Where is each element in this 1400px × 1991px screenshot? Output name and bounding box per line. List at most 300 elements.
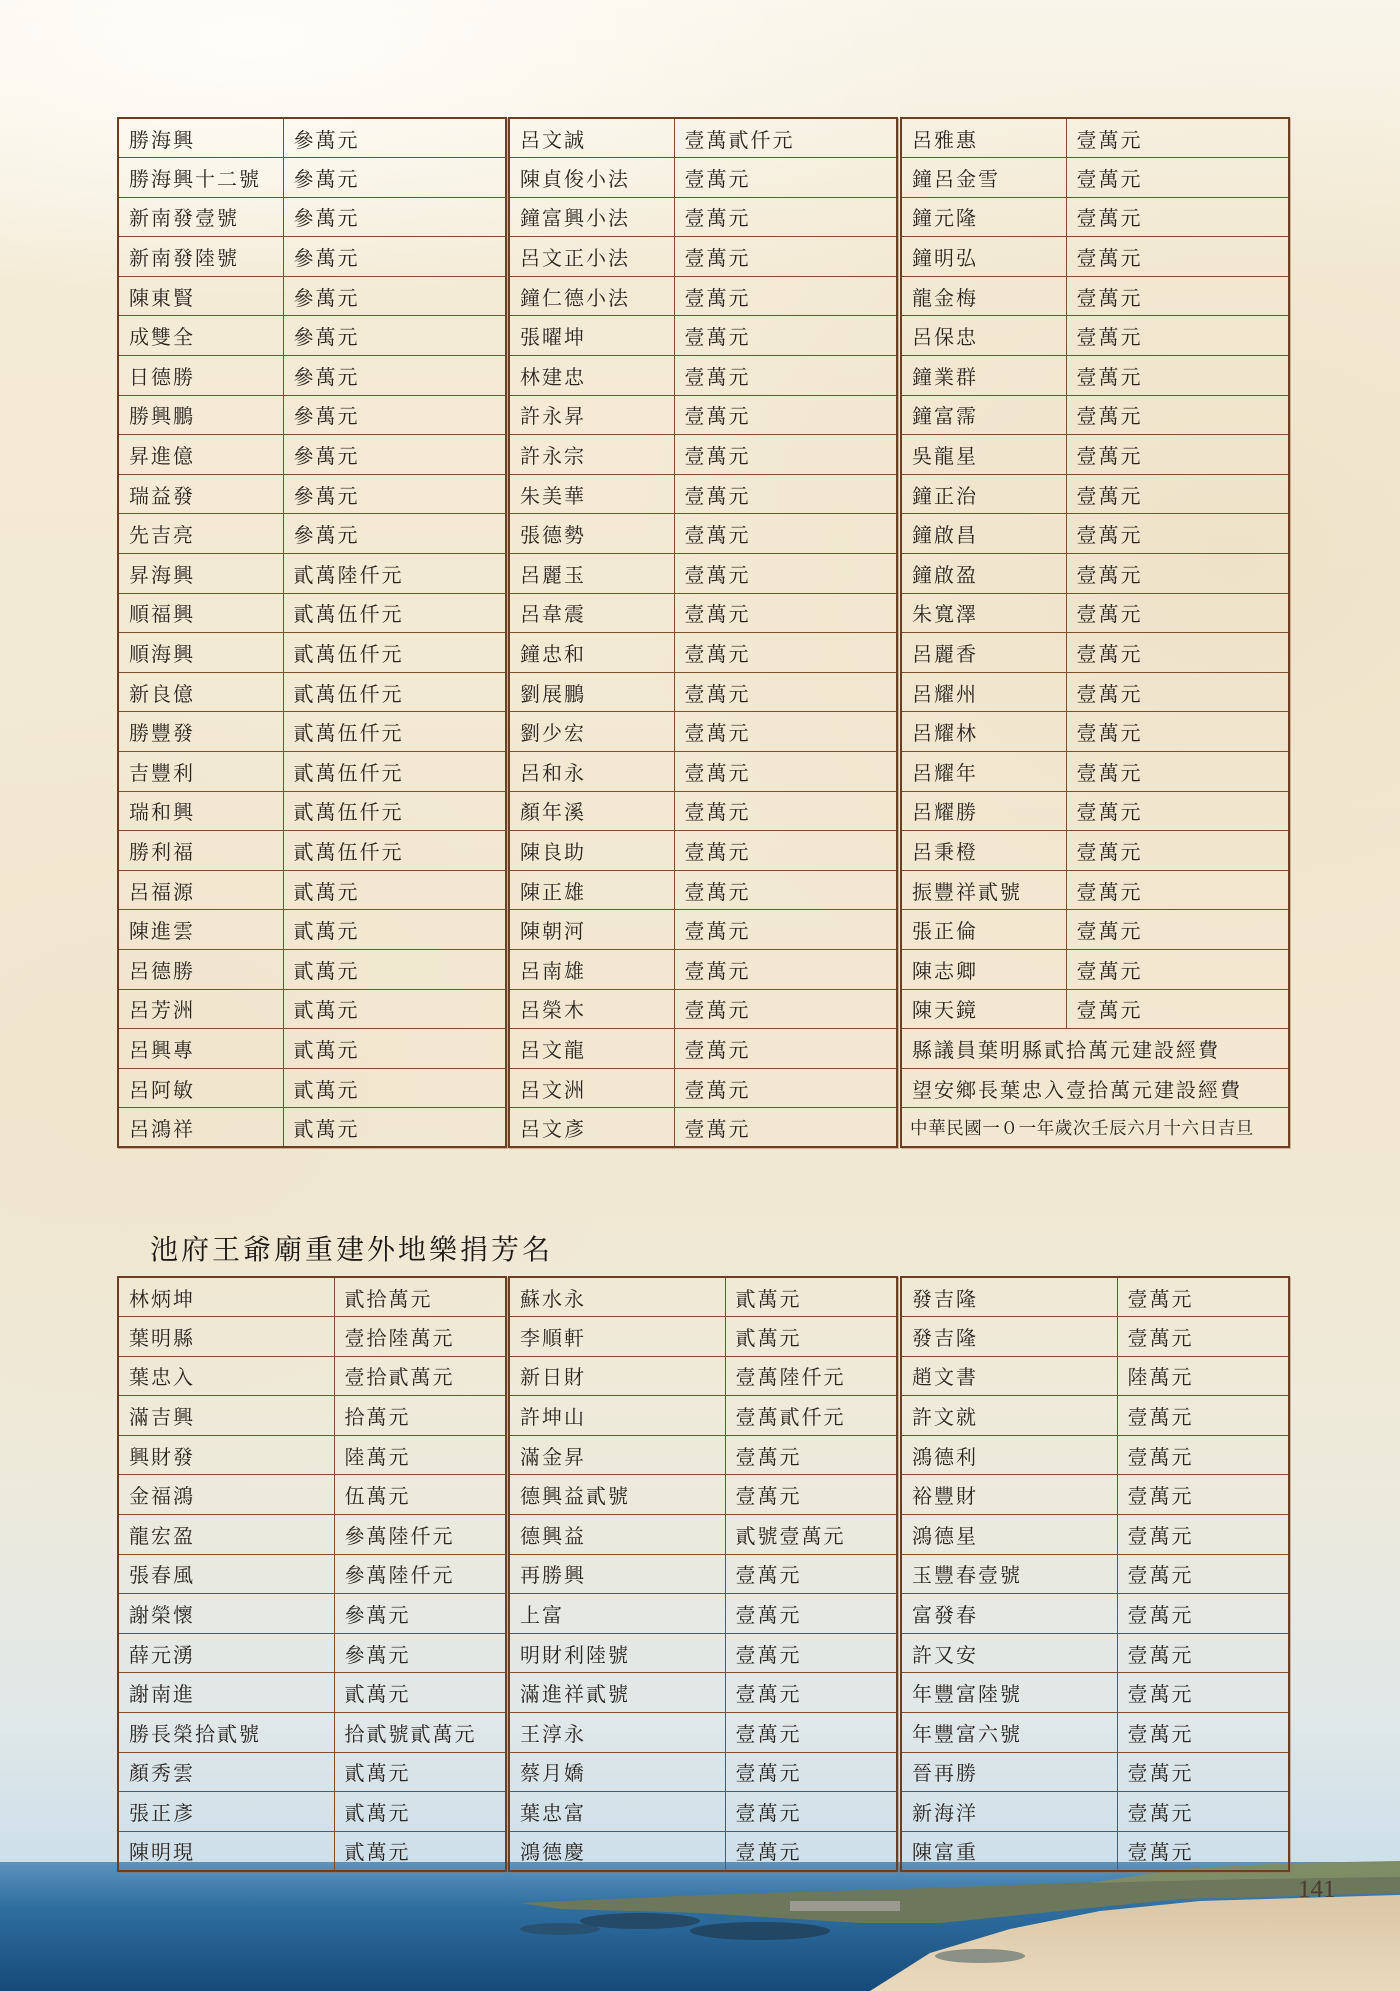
donor-name: 陳天鏡 [901,989,1066,1029]
donation-amount: 壹萬元 [1066,672,1289,712]
donation-amount: 壹萬元 [1117,1713,1289,1753]
table-row [901,672,1289,712]
donor-name: 呂文誠 [509,118,674,158]
donation-amount: 陸萬元 [1117,1356,1289,1396]
donation-amount: 貳拾萬元 [334,1277,506,1317]
donation-amount: 壹萬元 [1117,1633,1289,1673]
donation-amount: 壹萬元 [725,1633,897,1673]
donation-amount: 壹萬元 [725,1435,897,1475]
table-row [901,1356,1289,1396]
table-row [509,712,897,752]
table-row [901,1792,1289,1832]
donor-name: 呂耀勝 [901,791,1066,831]
table-row [901,1317,1289,1357]
donor-name: 發吉隆 [901,1277,1117,1317]
table-row [901,870,1289,910]
donation-amount: 壹萬貳仟元 [674,118,897,158]
table-row [901,1673,1289,1713]
table-row [118,1356,506,1396]
donor-name: 瑞益發 [118,474,283,514]
donation-amount: 壹萬元 [1117,1435,1289,1475]
donor-name: 勝海興十二號 [118,158,283,198]
donor-name: 呂阿敏 [118,1068,283,1108]
table-row [118,435,506,475]
donor-name: 呂文正小法 [509,237,674,277]
donor-name: 鴻德利 [901,1435,1117,1475]
donor-name: 陳貞俊小法 [509,158,674,198]
donation-amount: 貳萬元 [334,1673,506,1713]
shore-rock [935,1949,1025,1963]
table-row [901,276,1289,316]
donor-name: 昇進億 [118,435,283,475]
table-row [118,197,506,237]
table-row [509,593,897,633]
table-row [118,1317,506,1357]
donation-amount: 壹萬元 [725,1792,897,1832]
donation-amount: 壹萬元 [674,1029,897,1069]
table-row [509,1277,897,1317]
donor-name: 瑞和興 [118,791,283,831]
donation-amount: 壹萬元 [674,1108,897,1148]
table-row [901,831,1289,871]
donation-amount: 貳萬伍仟元 [283,752,506,792]
donor-name: 許文就 [901,1396,1117,1436]
table-row [901,554,1289,594]
shore-rock [690,1922,830,1940]
donor-name: 再勝興 [509,1554,725,1594]
donation-amount: 拾貳號貳萬元 [334,1713,506,1753]
donor-name: 新南發壹號 [118,197,283,237]
donor-name: 鐘業群 [901,356,1066,396]
donor-name: 呂和永 [509,752,674,792]
donation-amount: 參萬陸仟元 [334,1515,506,1555]
table-row [118,593,506,633]
table-row [901,316,1289,356]
table-row [118,949,506,989]
donation-amount: 壹萬元 [1117,1792,1289,1832]
donor-name: 德興益 [509,1515,725,1555]
table-row [509,276,897,316]
table-row [509,197,897,237]
donation-amount: 壹萬元 [1066,118,1289,158]
table-row [118,1515,506,1555]
donor-name: 鴻德星 [901,1515,1117,1555]
donation-amount: 參萬元 [334,1594,506,1634]
donation-amount: 壹萬貳仟元 [725,1396,897,1436]
donor-name: 勝興鵬 [118,395,283,435]
table-row [118,791,506,831]
table-row [118,237,506,277]
donation-amount: 壹萬元 [1066,989,1289,1029]
donation-amount: 壹萬元 [674,791,897,831]
table-row [509,1554,897,1594]
donation-amount: 壹萬元 [725,1831,897,1871]
table-row [118,1673,506,1713]
table-row [901,1277,1289,1317]
dedication-note: 縣議員葉明縣貳拾萬元建設經費 [901,1029,1289,1069]
donor-name: 林建忠 [509,356,674,396]
donor-name: 鐘正治 [901,474,1066,514]
donation-amount: 參萬元 [283,118,506,158]
donation-amount: 貳萬元 [283,870,506,910]
donor-name: 呂德勝 [118,949,283,989]
donation-amount: 貳萬元 [283,989,506,1029]
donation-amount: 壹萬陸仟元 [725,1356,897,1396]
donation-amount: 貳萬伍仟元 [283,712,506,752]
table-row [901,633,1289,673]
donor-name: 新良億 [118,672,283,712]
donor-name: 鴻德慶 [509,1831,725,1871]
donation-amount: 壹萬元 [674,712,897,752]
donor-name: 陳良助 [509,831,674,871]
donation-amount: 壹萬元 [1117,1673,1289,1713]
donor-name: 呂文洲 [509,1068,674,1108]
table-row [118,633,506,673]
donation-amount: 壹萬元 [674,1068,897,1108]
donor-name: 張正倫 [901,910,1066,950]
table-row [901,752,1289,792]
table-row [901,158,1289,198]
shore-rock [580,1913,700,1929]
table-row [118,395,506,435]
donation-amount: 壹萬元 [725,1673,897,1713]
table-row [118,989,506,1029]
donation-amount: 壹萬元 [674,237,897,277]
donation-amount: 貳萬元 [334,1752,506,1792]
donor-name: 富發春 [901,1594,1117,1634]
table-row [509,672,897,712]
table-row [509,395,897,435]
table-row [901,593,1289,633]
donation-amount: 壹萬元 [1066,395,1289,435]
donor-name: 日德勝 [118,356,283,396]
donor-name: 新南發陸號 [118,237,283,277]
donor-name: 呂文龍 [509,1029,674,1069]
table-row [901,356,1289,396]
table-row [509,1831,897,1871]
table-row [901,1068,1289,1108]
donation-amount: 參萬元 [283,356,506,396]
donation-amount: 壹萬元 [725,1713,897,1753]
donation-amount: 壹萬元 [1066,949,1289,989]
table-row [509,514,897,554]
donor-name: 鐘仁德小法 [509,276,674,316]
table-row [118,1831,506,1871]
donor-name: 鐘明弘 [901,237,1066,277]
donor-name: 朱美華 [509,474,674,514]
table-row [509,870,897,910]
donation-amount: 壹萬元 [1066,712,1289,752]
donation-amount: 壹萬元 [1066,910,1289,950]
donation-amount: 壹萬元 [674,395,897,435]
table-row [901,1713,1289,1753]
donor-name: 年豐富陸號 [901,1673,1117,1713]
donation-amount: 壹萬元 [725,1554,897,1594]
donation-amount: 壹萬元 [1066,237,1289,277]
table-row [118,831,506,871]
donation-amount: 壹萬元 [674,158,897,198]
table-row [901,514,1289,554]
donor-name: 年豐富六號 [901,1713,1117,1753]
table-row [118,356,506,396]
donation-amount: 壹萬元 [674,514,897,554]
table-row [509,158,897,198]
table-row [509,910,897,950]
table-row [509,1317,897,1357]
donation-amount: 參萬陸仟元 [334,1554,506,1594]
donation-amount: 壹萬元 [1117,1475,1289,1515]
donation-amount: 壹萬元 [1066,316,1289,356]
table-row [901,791,1289,831]
table-row [118,474,506,514]
donor-name: 陳朝河 [509,910,674,950]
donor-name: 李順軒 [509,1317,725,1357]
donor-name: 呂麗玉 [509,554,674,594]
donation-amount: 參萬元 [283,474,506,514]
donor-name: 滿金昇 [509,1435,725,1475]
donation-amount: 壹萬元 [1117,1554,1289,1594]
donation-amount: 參萬元 [283,276,506,316]
donation-amount: 壹拾貳萬元 [334,1356,506,1396]
donor-name: 昇海興 [118,554,283,594]
donation-amount: 參萬元 [283,237,506,277]
table-row [509,752,897,792]
table-row [118,1277,506,1317]
donor-name: 林炳坤 [118,1277,334,1317]
donor-name: 鐘啟盈 [901,554,1066,594]
donation-amount: 壹萬元 [1117,1396,1289,1436]
donor-name: 勝長榮拾貳號 [118,1713,334,1753]
table-row [509,554,897,594]
table-row [118,870,506,910]
table-row [509,1475,897,1515]
table-row [901,712,1289,752]
donation-amount: 壹萬元 [1066,514,1289,554]
table-row [901,910,1289,950]
donation-amount: 壹萬元 [674,672,897,712]
donation-amount: 貳萬伍仟元 [283,633,506,673]
donor-name: 許又安 [901,1633,1117,1673]
donor-name: 呂耀林 [901,712,1066,752]
donation-amount: 壹萬元 [1066,554,1289,594]
donation-amount: 壹萬元 [1066,633,1289,673]
donation-amount: 壹萬元 [674,474,897,514]
donation-amount: 貳萬元 [334,1831,506,1871]
dedication-date: 中華民國一０一年歲次壬辰六月十六日吉旦 [901,1108,1289,1148]
donation-amount: 壹拾陸萬元 [334,1317,506,1357]
donor-name: 張正彥 [118,1792,334,1832]
table-row [118,1396,506,1436]
donation-amount: 參萬元 [283,514,506,554]
donor-name: 葉忠入 [118,1356,334,1396]
table-row [509,118,897,158]
donation-amount: 壹萬元 [674,949,897,989]
donation-amount: 壹萬元 [674,870,897,910]
donation-amount: 貳萬伍仟元 [283,672,506,712]
donation-amount: 陸萬元 [334,1435,506,1475]
donor-name: 成雙全 [118,316,283,356]
table-row [901,1475,1289,1515]
donation-amount: 拾萬元 [334,1396,506,1436]
table-row [901,1594,1289,1634]
donor-name: 陳志卿 [901,949,1066,989]
donor-name: 陳明現 [118,1831,334,1871]
table-row [509,791,897,831]
donor-name: 葉明縣 [118,1317,334,1357]
donation-amount: 壹萬元 [1117,1515,1289,1555]
donor-name: 上富 [509,1594,725,1634]
donor-name: 呂鴻祥 [118,1108,283,1148]
donation-amount: 壹萬元 [674,197,897,237]
table-row [118,1633,506,1673]
donation-amount: 壹萬元 [1066,831,1289,871]
donation-amount: 壹萬元 [1066,158,1289,198]
donation-amount: 壹萬元 [1066,752,1289,792]
table-row [118,1108,506,1148]
donation-amount: 壹萬元 [1066,356,1289,396]
donation-amount: 參萬元 [283,197,506,237]
table-row [118,910,506,950]
table-row [509,1713,897,1753]
table-row [509,949,897,989]
table-row [118,1594,506,1634]
donor-name: 勝海興 [118,118,283,158]
donation-amount: 壹萬元 [674,316,897,356]
donation-amount: 壹萬元 [674,633,897,673]
table-row [118,1435,506,1475]
donor-name: 葉忠富 [509,1792,725,1832]
donor-name: 王淳永 [509,1713,725,1753]
donor-name: 呂雅惠 [901,118,1066,158]
donation-amount: 貳號壹萬元 [725,1515,897,1555]
donor-name: 張春風 [118,1554,334,1594]
table-row [118,1068,506,1108]
donation-amount: 壹萬元 [674,554,897,594]
table-row [901,1396,1289,1436]
table-row [118,118,506,158]
donation-amount: 壹萬元 [1117,1277,1289,1317]
table-row [118,316,506,356]
donor-name: 蔡月嬌 [509,1752,725,1792]
table-row [901,435,1289,475]
donor-name: 謝榮懷 [118,1594,334,1634]
table-row [509,1792,897,1832]
donor-name: 鐘呂金雪 [901,158,1066,198]
donation-amount: 壹萬元 [725,1475,897,1515]
donor-name: 先吉亮 [118,514,283,554]
donor-name: 朱寬澤 [901,593,1066,633]
donation-amount: 壹萬元 [1066,435,1289,475]
donation-amount: 壹萬元 [1066,197,1289,237]
donation-amount: 壹萬元 [1066,791,1289,831]
donation-amount: 貳萬元 [283,910,506,950]
donor-name: 呂耀年 [901,752,1066,792]
donation-amount: 壹萬元 [674,356,897,396]
table-row [118,554,506,594]
donor-name: 呂芳洲 [118,989,283,1029]
table-row [509,989,897,1029]
donation-amount: 貳萬元 [283,1068,506,1108]
donor-name: 蘇水永 [509,1277,725,1317]
donor-name: 趙文書 [901,1356,1117,1396]
donor-name: 鐘富興小法 [509,197,674,237]
donor-name: 鐘忠和 [509,633,674,673]
donor-name: 呂興專 [118,1029,283,1069]
donor-name: 呂福源 [118,870,283,910]
donors-outside-column-group-3 [900,1276,1290,1872]
donation-amount: 參萬元 [283,158,506,198]
table-row [118,1475,506,1515]
table-row [509,237,897,277]
table-row [901,1633,1289,1673]
table-row [901,197,1289,237]
donors-outside-column-group-2 [508,1276,898,1872]
donor-name: 順海興 [118,633,283,673]
donor-name: 顏年溪 [509,791,674,831]
table-row [901,1515,1289,1555]
donor-name: 鐘富霈 [901,395,1066,435]
section-title: 池府王爺廟重建外地樂捐芳名 [150,1233,554,1266]
table-row [509,1515,897,1555]
donor-name: 裕豐財 [901,1475,1117,1515]
donor-name: 鐘啟昌 [901,514,1066,554]
table-row [118,276,506,316]
table-row [118,1752,506,1792]
donor-name: 謝南進 [118,1673,334,1713]
donor-name: 劉少宏 [509,712,674,752]
donation-amount: 參萬元 [334,1633,506,1673]
table-row [901,1831,1289,1871]
donation-amount: 壹萬元 [674,276,897,316]
table-row [901,1108,1289,1148]
table-row [509,1108,897,1148]
donation-amount: 壹萬元 [725,1594,897,1634]
donation-amount: 壹萬元 [1066,870,1289,910]
donor-name: 呂秉橙 [901,831,1066,871]
table-row [509,831,897,871]
pier [790,1901,900,1911]
donation-amount: 參萬元 [283,435,506,475]
donor-name: 振豐祥貳號 [901,870,1066,910]
donation-amount: 貳萬元 [725,1277,897,1317]
donation-amount: 貳萬陸仟元 [283,554,506,594]
donor-name: 薛元湧 [118,1633,334,1673]
donor-name: 呂韋震 [509,593,674,633]
donor-name: 龍金梅 [901,276,1066,316]
table-row [901,1435,1289,1475]
table-row [509,1673,897,1713]
donor-name: 呂麗香 [901,633,1066,673]
donor-name: 金福鴻 [118,1475,334,1515]
donation-amount: 壹萬元 [674,593,897,633]
donation-amount: 貳萬伍仟元 [283,593,506,633]
donor-name: 吉豐利 [118,752,283,792]
donation-amount: 壹萬元 [1117,1317,1289,1357]
table-row [901,949,1289,989]
table-row [509,316,897,356]
table-row [118,514,506,554]
page-number: 141 [1298,1876,1336,1903]
table-row [901,989,1289,1029]
donation-amount: 壹萬元 [1066,474,1289,514]
table-row [901,1752,1289,1792]
donation-amount: 壹萬元 [1117,1594,1289,1634]
table-row [118,752,506,792]
donor-name: 張德勢 [509,514,674,554]
table-row [901,1029,1289,1069]
donation-amount: 貳萬元 [283,949,506,989]
table-row [509,356,897,396]
